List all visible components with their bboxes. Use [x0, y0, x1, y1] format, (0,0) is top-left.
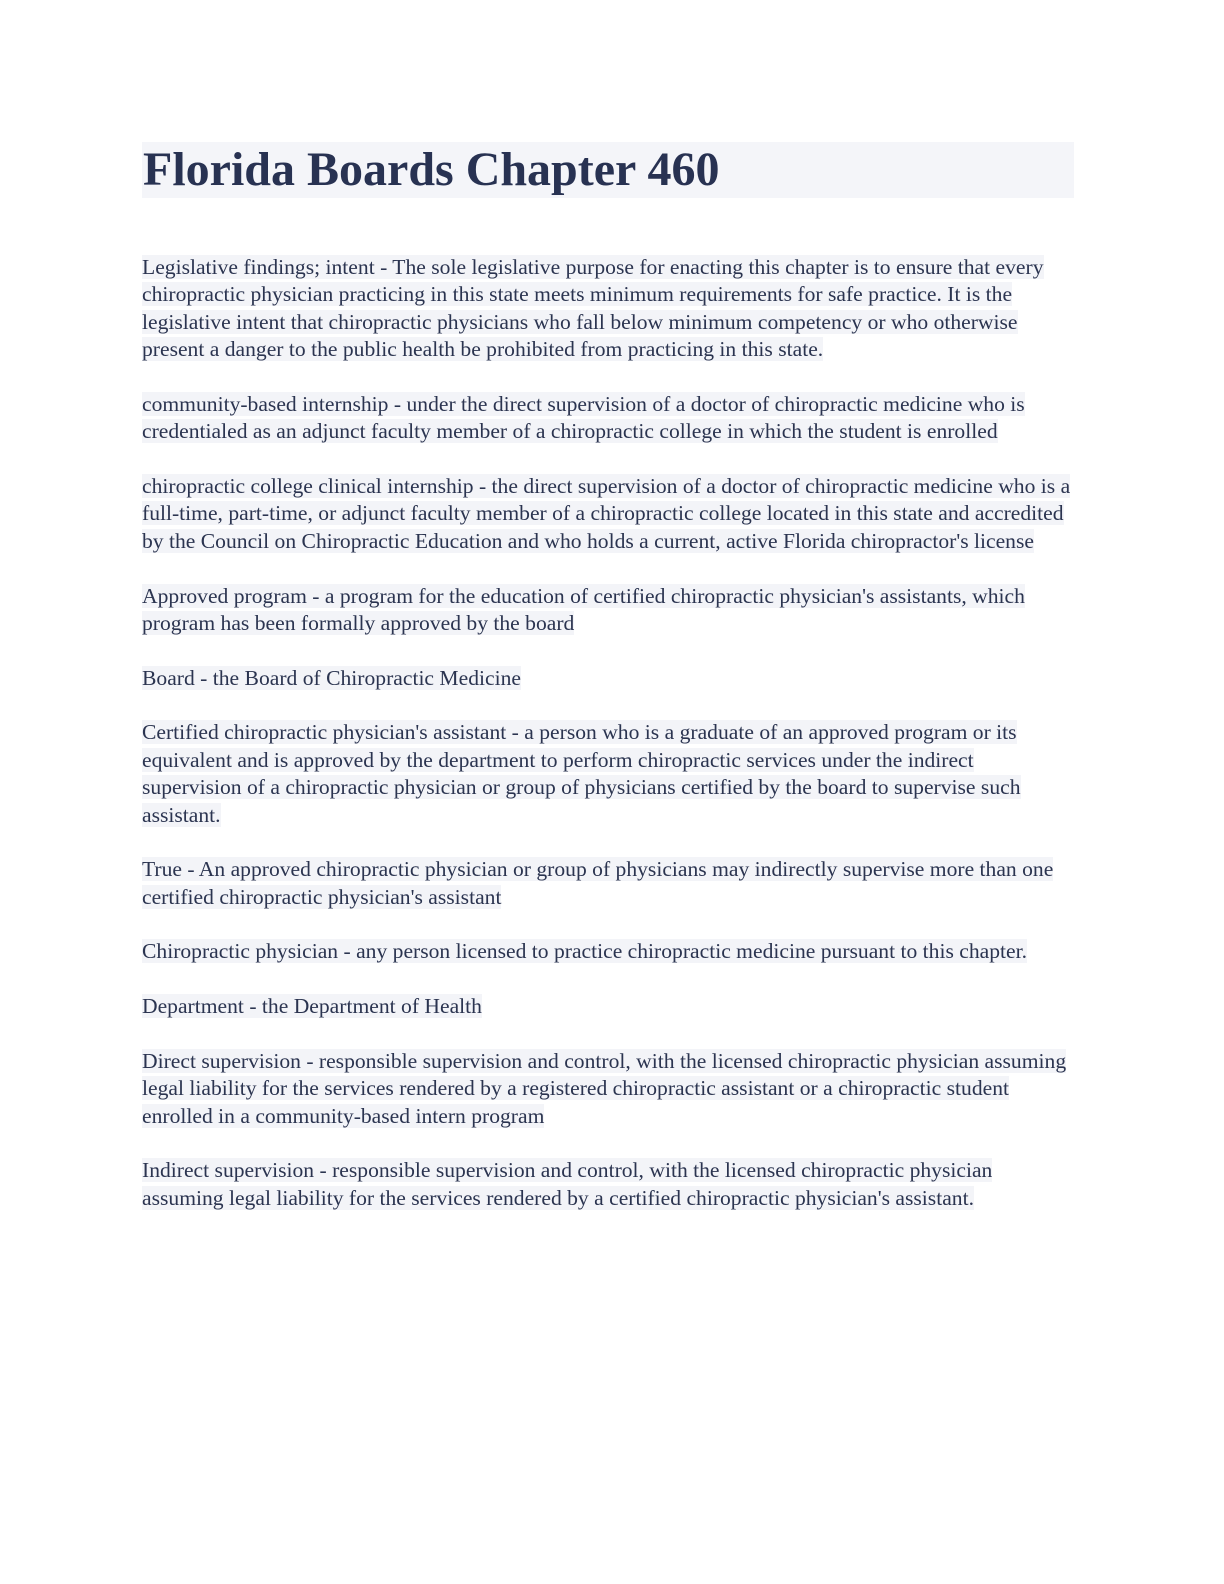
list-item — [142, 665, 1074, 692]
list-item — [142, 1048, 1074, 1130]
entry-text: Legislative findings; intent - The sole legislative purpose for enacting this chapter is to ensure that every chiropractic physician practicing in this state meets minimum requirements for safe practice. It is the legislative intent that chiropractic physicians who fall below minimum competency or who otherwise present a danger to the public health be prohibited from practicing in this state. — [142, 255, 1044, 362]
list-item — [142, 993, 1074, 1020]
entry-text: Direct supervision - responsible supervision and control, with the licensed chiropractic physician assuming legal liability for the services rendered by a registered chiropractic assistant or a chiropractic student enrolled in a community-based intern program — [142, 1048, 1067, 1128]
list-item — [142, 391, 1074, 446]
document-page — [142, 142, 1074, 1239]
entry-text: Chiropractic physician - any person licensed to practice chiropractic medicine pursuant to this chapter. — [142, 939, 1028, 964]
entry-text: Board - the Board of Chiropractic Medicine — [142, 665, 521, 690]
entry-text: True - An approved chiropractic physician or group of physicians may indirectly supervise more than one certified chiropractic physician's assistant — [142, 857, 1054, 909]
entry-text: Indirect supervision - responsible supervision and control, with the licensed chiropractic physician assuming legal liability for the services rendered by a certified chiropractic physician's assistant. — [142, 1158, 993, 1210]
entry-text: Department - the Department of Health — [142, 994, 482, 1019]
entry-list — [142, 254, 1074, 1212]
list-item — [142, 938, 1074, 965]
list-item — [142, 254, 1074, 364]
list-item — [142, 1157, 1074, 1212]
entry-text: chiropractic college clinical internship - the direct supervision of a doctor of chiropractic medicine who is a full-time, part-time, or adjunct faculty member of a chiropractic college located in this state and accredited by the Council on Chiropractic Education and who holds a current, active Florida chiropractor's license — [142, 474, 1071, 553]
page-title: Florida Boards Chapter 460 — [142, 142, 1074, 198]
entry-text: Approved program - a program for the education of certified chiropractic physician's assistants, which program has been formally approved by the board — [142, 583, 1025, 635]
list-item — [142, 473, 1074, 555]
list-item — [142, 719, 1074, 829]
list-item — [142, 583, 1074, 638]
list-item — [142, 856, 1074, 911]
entry-text: Certified chiropractic physician's assistant - a person who is a graduate of an approved program or its equivalent and is approved by the department to perform chiropractic services under the indirect supervision of a chiropractic physician or group of physicians certified by the board to supervise such assistant. — [142, 720, 1021, 827]
entry-text: community-based internship - under the direct supervision of a doctor of chiropractic medicine who is credentialed as an adjunct faculty member of a chiropractic college in which the student is enrolled — [142, 391, 1025, 444]
